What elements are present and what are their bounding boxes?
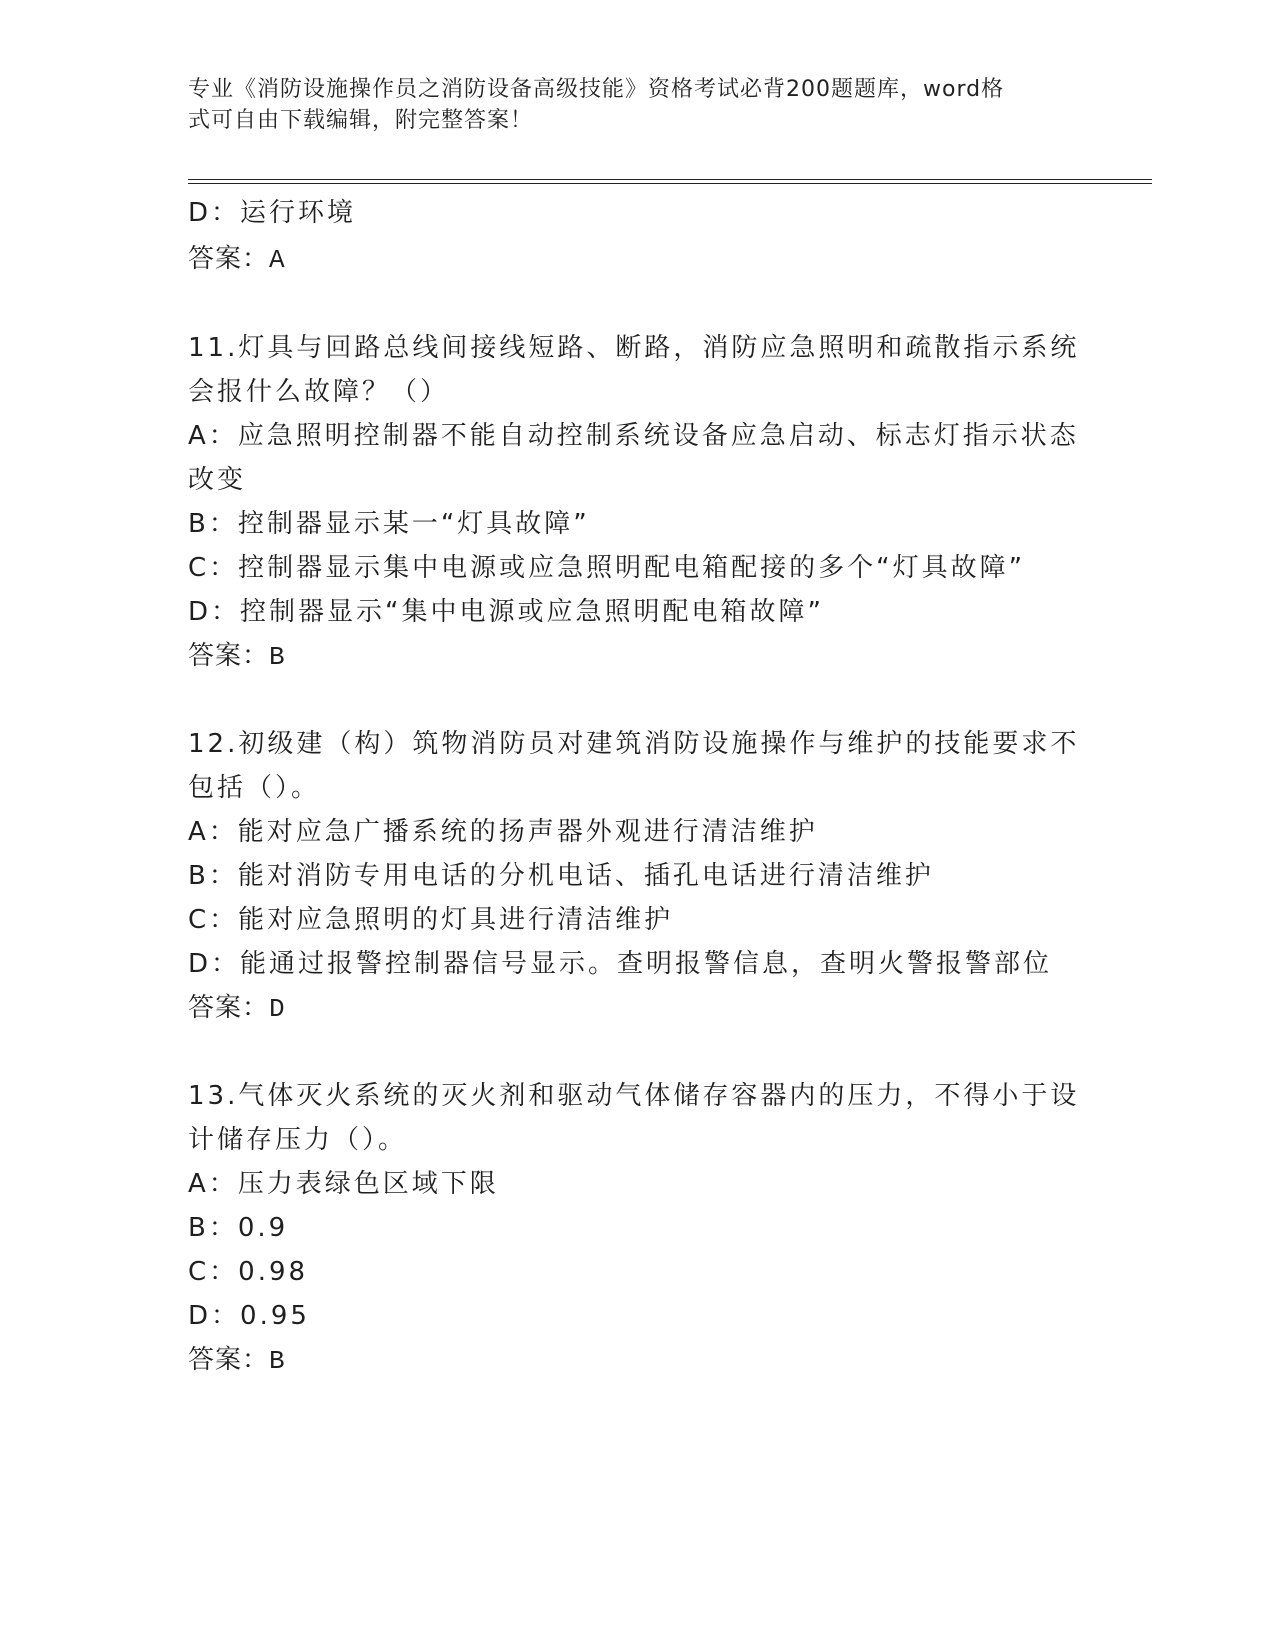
option-c: C：控制器显示集中电源或应急照明配电箱配接的多个“灯具故障” <box>188 553 1026 583</box>
question-12 <box>188 722 1088 1030</box>
question-stem-continued: 会报什么故障？（） <box>188 377 450 407</box>
spacer <box>188 678 1088 722</box>
question-stem-continued: 包括（）。 <box>188 773 321 803</box>
answer-value: B <box>269 642 285 672</box>
option-a: A：能对应急广播系统的扬声器外观进行清洁维护 <box>188 817 818 847</box>
answer <box>188 634 1088 678</box>
option-c: C：0.98 <box>188 1257 309 1287</box>
option-a: A：压力表绿色区域下限 <box>188 1169 499 1199</box>
document-header <box>188 74 1068 136</box>
answer <box>188 986 1088 1030</box>
answer-label: 答案： <box>188 1345 270 1375</box>
question-stem-continued: 计储存压力（）。 <box>188 1125 408 1155</box>
carryover-option-d: D：运行环境 <box>188 198 357 228</box>
header-rule-top <box>188 179 1152 180</box>
question-stem: 11.灯具与回路总线间接线短路、断路，消防应急照明和疏散指示系统 <box>188 333 1080 363</box>
header-line-1: 专业《消防设施操作员之消防设备高级技能》资格考试必背200题题库，word格 <box>188 77 1005 102</box>
option-a: A：应急照明控制器不能自动控制系统设备应急启动、标志灯指示状态 <box>188 421 1079 451</box>
document-body <box>188 190 1088 1382</box>
option-c: C：能对应急照明的灯具进行清洁维护 <box>188 905 674 935</box>
answer-value: A <box>269 245 285 275</box>
header-rule-bottom <box>188 183 1152 184</box>
option-d: D：0.95 <box>188 1301 310 1331</box>
option-a-continued: 改变 <box>188 465 247 495</box>
answer-value: B <box>269 1346 285 1376</box>
spacer <box>188 1030 1088 1074</box>
answer-label: 答案： <box>188 244 270 274</box>
question-11 <box>188 326 1088 678</box>
option-d: D：能通过报警控制器信号显示。查明报警信息，查明火警报警部位 <box>188 949 1053 979</box>
option-b: B：0.9 <box>188 1213 289 1243</box>
answer-label: 答案： <box>188 993 270 1023</box>
answer-label: 答案： <box>188 641 270 671</box>
carryover-answer <box>188 236 1088 282</box>
option-b: B：能对消防专用电话的分机电话、插孔电话进行清洁维护 <box>188 861 934 891</box>
spacer <box>188 282 1088 326</box>
answer-value: D <box>269 994 285 1024</box>
question-stem: 12.初级建（构）筑物消防员对建筑消防设施操作与维护的技能要求不 <box>188 729 1080 759</box>
option-d: D：控制器显示“集中电源或应急照明配电箱故障” <box>188 597 824 627</box>
option-b: B：控制器显示某一“灯具故障” <box>188 509 590 539</box>
answer <box>188 1338 1088 1382</box>
header-line-2: 式可自由下载编辑，附完整答案！ <box>188 108 534 133</box>
question-stem: 13.气体灭火系统的灭火剂和驱动气体储存容器内的压力，不得小于设 <box>188 1081 1080 1111</box>
question-13 <box>188 1074 1088 1382</box>
